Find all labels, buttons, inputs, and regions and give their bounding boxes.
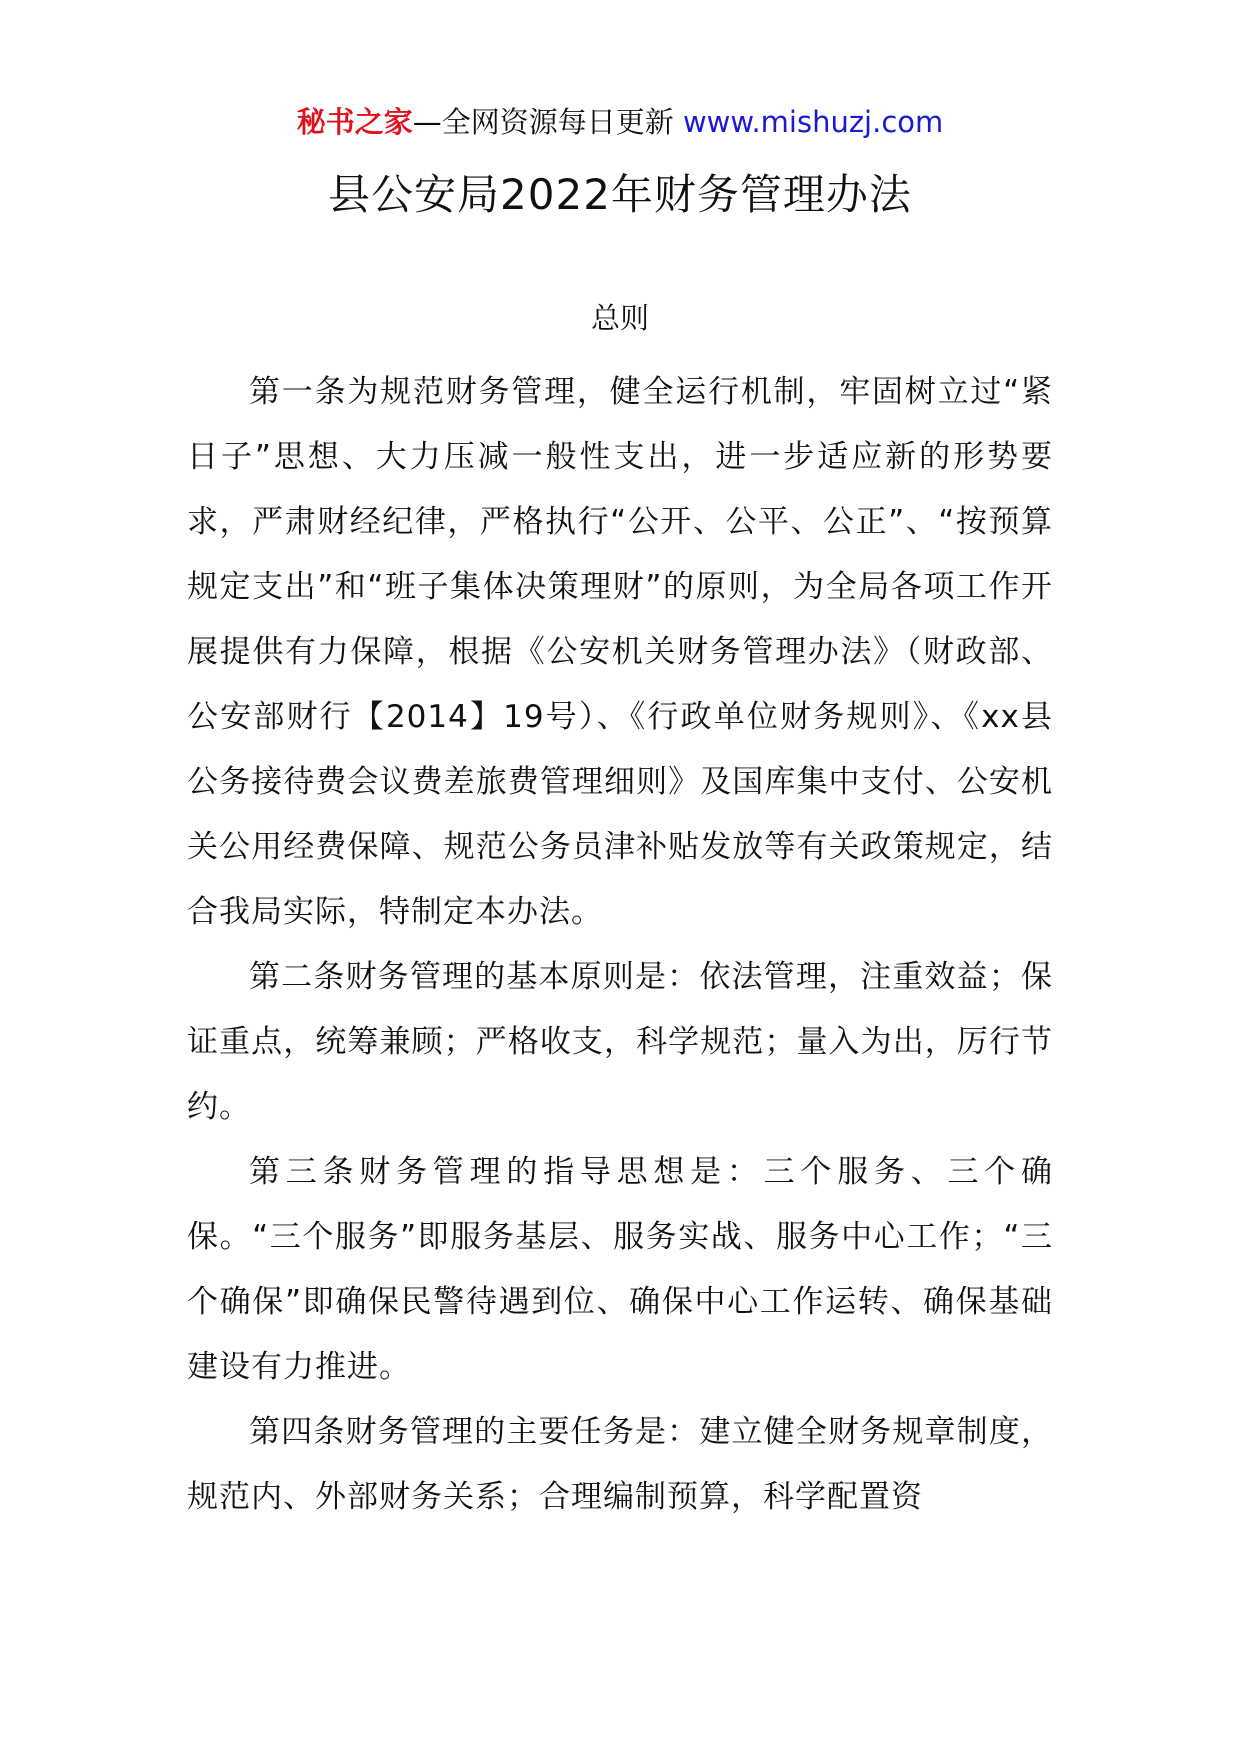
site-tagline: —全网资源每日更新: [412, 105, 674, 139]
site-header: [0, 102, 1240, 142]
document-title: 县公安局2022年财务管理办法: [328, 170, 912, 219]
article-4-paragraph: 第四条财务管理的主要任务是：建立健全财务规章制度，规范内、外部财务关系；合理编制预算，科学配置资: [187, 1414, 1053, 1515]
site-brand: 秘书之家: [296, 105, 413, 139]
document-body: [187, 360, 1053, 1530]
site-url-link[interactable]: www.mishuzj.com: [682, 105, 944, 139]
article-3-paragraph: 第三条财务管理的指导思想是：三个服务、三个确保。“三个服务”即服务基层、服务实战、服务中心工作；“三个确保”即确保民警待遇到位、确保中心工作运转、确保基础建设有力推进。: [187, 1154, 1053, 1385]
section-heading: 总则: [590, 301, 649, 335]
article-2-paragraph: 第二条财务管理的基本原则是：依法管理，注重效益；保证重点，统筹兼顾；严格收支，科学规范；量入为出，厉行节约。: [187, 959, 1053, 1125]
article-1-paragraph: 第一条为规范财务管理，健全运行机制，牢固树立过“紧日子”思想、大力压减一般性支出，进一步适应新的形势要求，严肃财经纪律，严格执行“公开、公平、公正”、“按预算规定支出”和“班子集体决策理财”的原则，为全局各项工作开展提供有力保障，根据《公安机关财务管理办法》（财政部、公安部财行【2014】19号）、《行政单位财务规则》、《xx县公务接待费会议费差旅费管理细则》及国库集中支付、公安机关公用经费保障、规范公务员津补贴发放等有关政策规定，结合我局实际，特制定本办法。: [187, 374, 1053, 930]
